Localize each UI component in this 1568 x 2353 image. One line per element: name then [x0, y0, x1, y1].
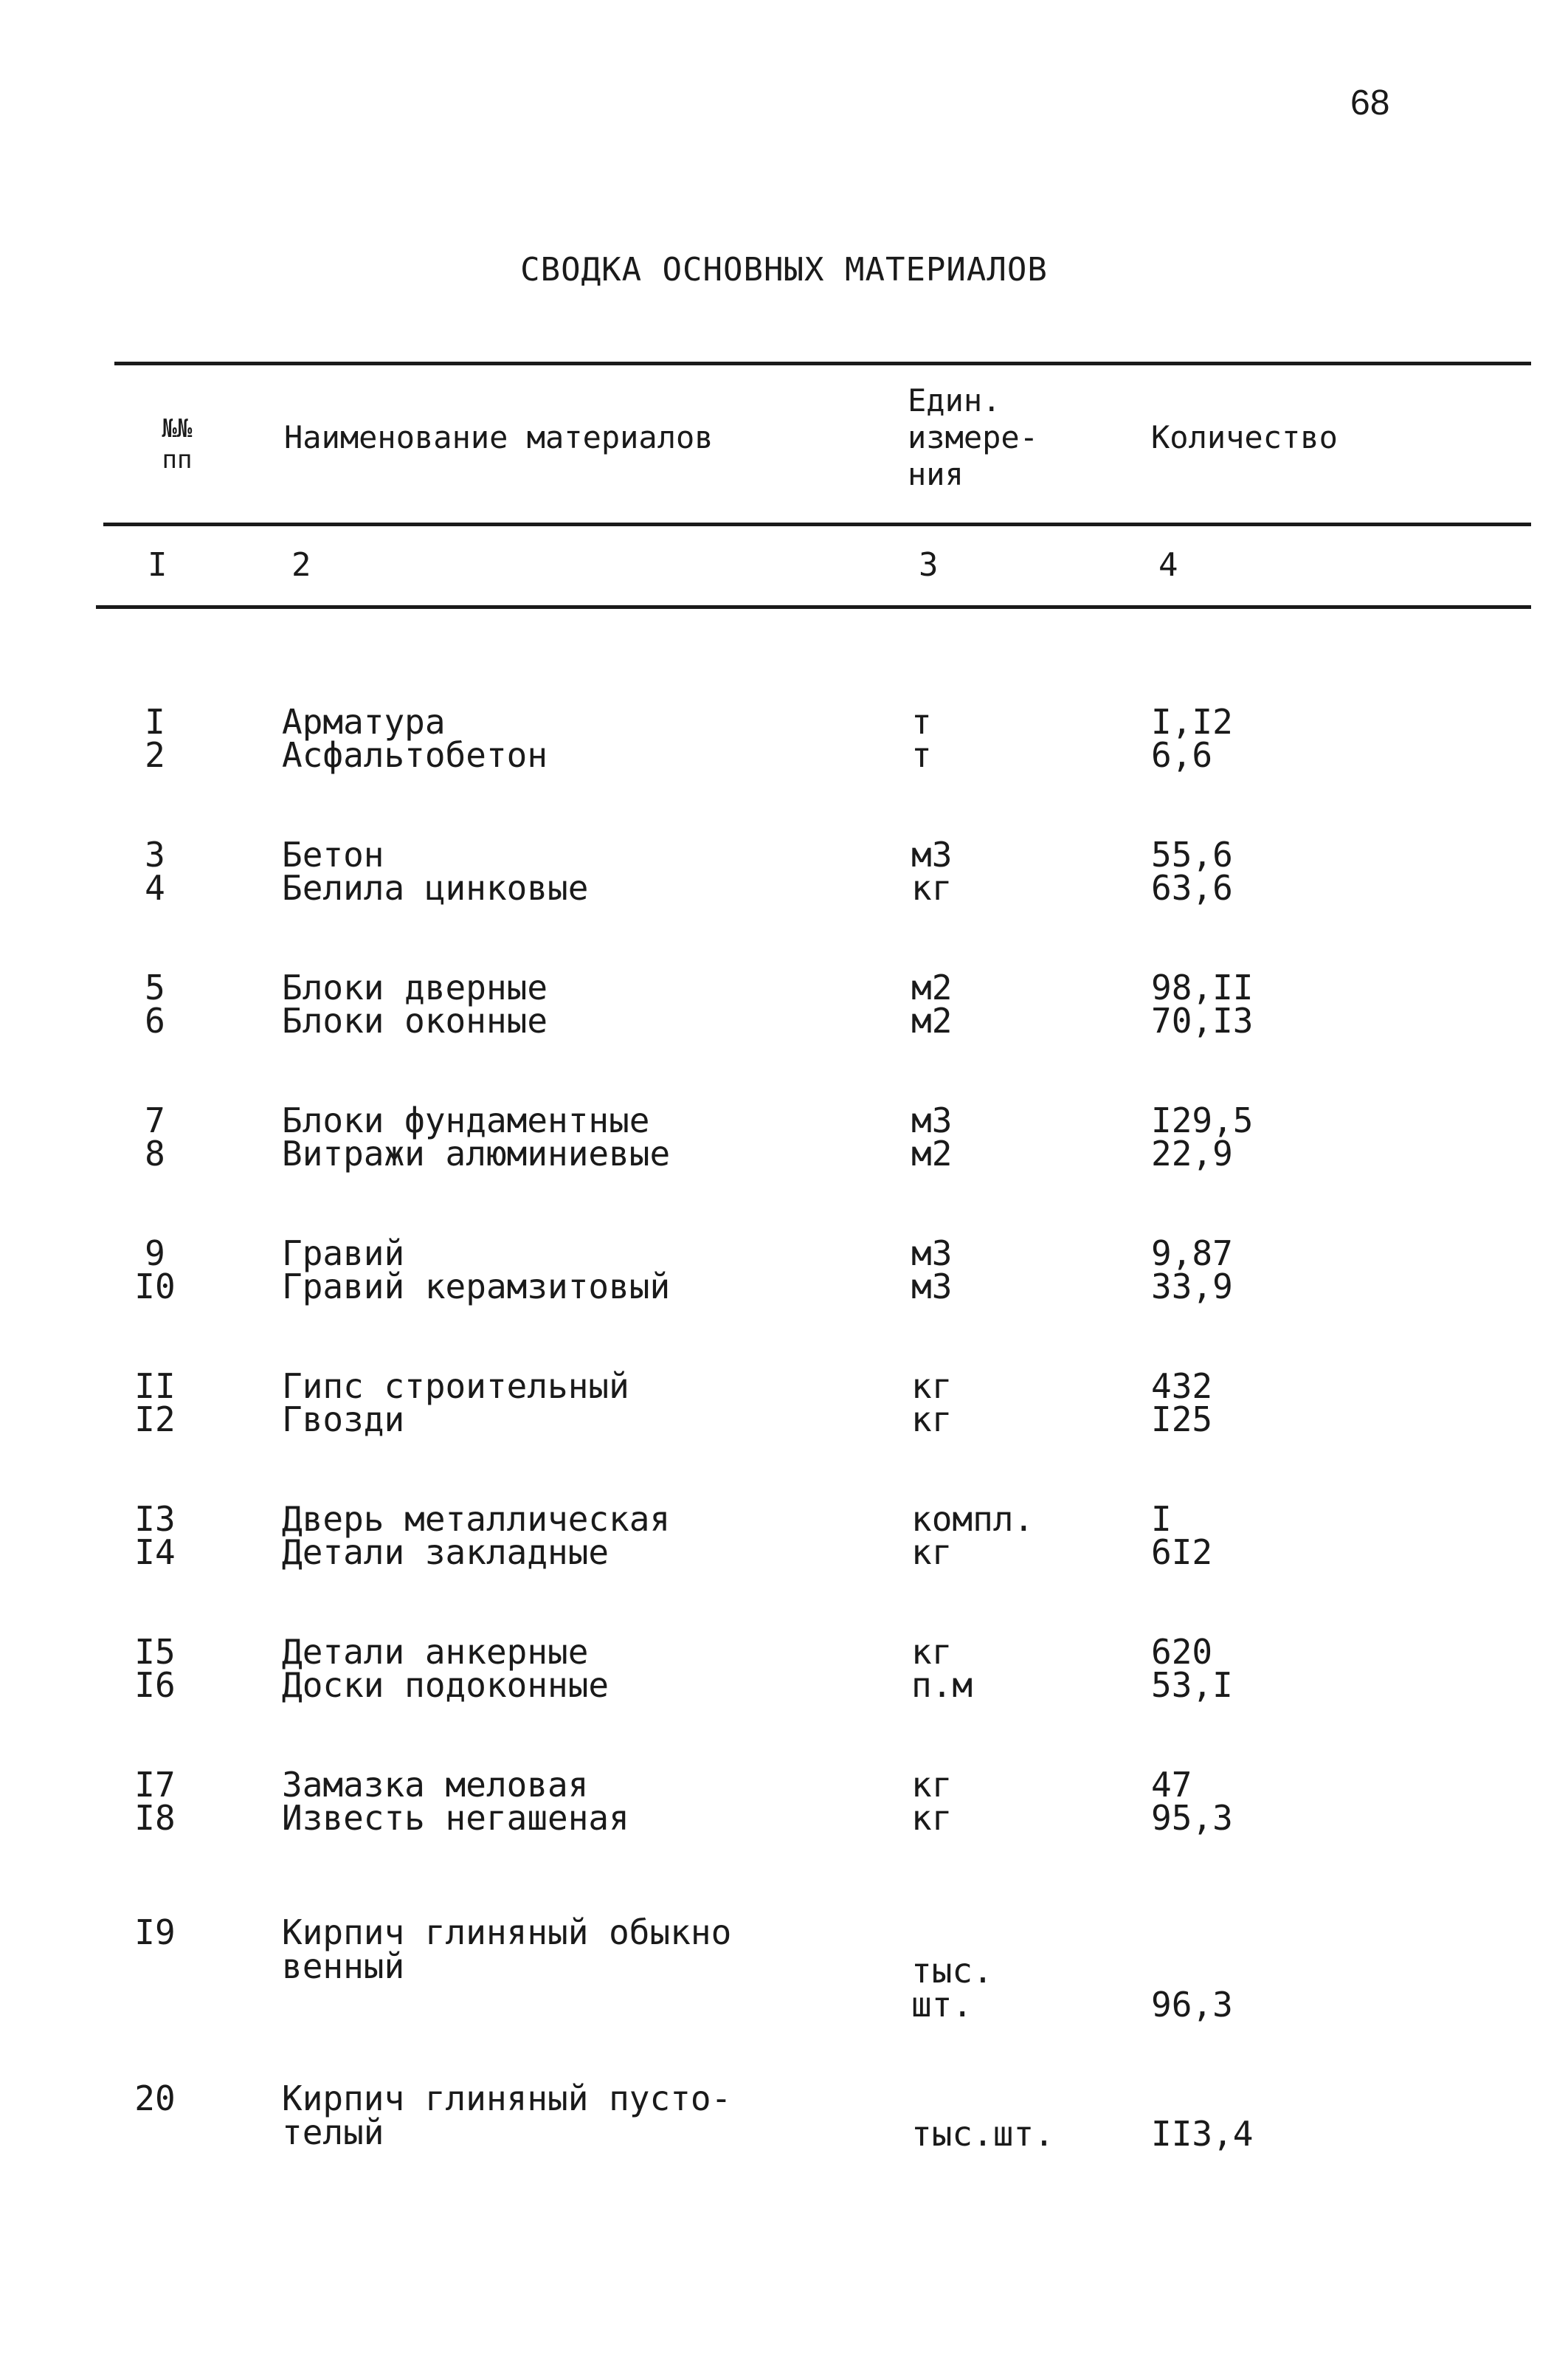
column-number-3: 3: [919, 546, 939, 584]
material-quantity: 70,I3: [1151, 1001, 1254, 1041]
material-name: Витражи алюминиевые: [282, 1134, 671, 1174]
material-quantity: 620: [1151, 1632, 1213, 1672]
material-name: Детали закладные: [282, 1532, 609, 1572]
row-number: I4: [134, 1532, 176, 1572]
column-number-2: 2: [291, 546, 311, 584]
material-unit: м2: [911, 968, 953, 1007]
material-name-line2: телый: [282, 2112, 384, 2152]
material-unit: м3: [911, 1233, 953, 1273]
material-name: [282, 2078, 798, 2152]
material-quantity: 98,II: [1151, 968, 1254, 1007]
material-quantity: 47: [1151, 1765, 1192, 1805]
material-name: Детали анкерные: [282, 1632, 589, 1672]
header-number-line1: №№: [162, 414, 193, 444]
row-number: I6: [134, 1665, 176, 1705]
material-unit: компл.: [911, 1499, 1035, 1539]
material-name-line2: венный: [282, 1946, 405, 1986]
header-unit-line2: измере-: [908, 419, 1039, 455]
material-quantity: 22,9: [1151, 1134, 1233, 1174]
material-name: [282, 1912, 798, 1986]
header-quantity: Количество: [1151, 419, 1338, 455]
row-number: I7: [134, 1765, 176, 1805]
material-unit: т: [911, 702, 932, 742]
column-number-1: I: [148, 546, 167, 584]
material-quantity: I29,5: [1151, 1100, 1254, 1140]
material-unit: кг: [911, 1765, 953, 1805]
material-quantity: 432: [1151, 1366, 1213, 1406]
material-name: Дверь металлическая: [282, 1499, 671, 1539]
row-number: I9: [134, 1912, 176, 1952]
material-quantity: I25: [1151, 1399, 1213, 1439]
material-name: Бетон: [282, 835, 384, 875]
material-name: Доски подоконные: [282, 1665, 609, 1705]
material-name: Асфальтобетон: [282, 735, 548, 775]
material-unit: кг: [911, 868, 953, 908]
material-quantity: 63,6: [1151, 868, 1233, 908]
material-name: Гипс строительный: [282, 1366, 629, 1406]
material-quantity: 55,6: [1151, 835, 1233, 875]
material-unit: тыс.шт.: [911, 2114, 1054, 2154]
material-unit: кг: [911, 1399, 953, 1439]
material-unit: м3: [911, 1100, 953, 1140]
row-number: I8: [134, 1798, 176, 1838]
material-name: Известь негашеная: [282, 1798, 629, 1838]
material-unit: п.м: [911, 1665, 973, 1705]
material-quantity: 33,9: [1151, 1267, 1233, 1306]
row-number: 20: [134, 2078, 176, 2118]
row-number: 8: [145, 1134, 165, 1174]
material-name: Гвозди: [282, 1399, 405, 1439]
material-quantity: II3,4: [1151, 2114, 1254, 2154]
row-number: 2: [145, 735, 165, 775]
material-unit: [911, 1951, 993, 2025]
material-quantity: 6I2: [1151, 1532, 1213, 1572]
material-unit-line1: тыс.: [911, 1951, 993, 1991]
material-quantity: 53,I: [1151, 1665, 1233, 1705]
row-number: 3: [145, 835, 165, 875]
material-unit: м2: [911, 1001, 953, 1041]
material-name-line1: Кирпич глиняный пусто-: [282, 2078, 732, 2118]
material-quantity: I: [1151, 1499, 1172, 1539]
material-unit: м3: [911, 1267, 953, 1306]
material-quantity: 6,6: [1151, 735, 1213, 775]
material-name: Блоки оконные: [282, 1001, 548, 1041]
material-name: Блоки фундаментные: [282, 1100, 650, 1140]
table-row: [0, 1912, 1568, 2025]
material-unit-line2: шт.: [911, 1985, 973, 2025]
material-unit: т: [911, 735, 932, 775]
page-title: СВОДКА ОСНОВНЫХ МАТЕРИАЛОВ: [520, 251, 1048, 289]
header-name: Наименование материалов: [284, 419, 714, 455]
row-number: 9: [145, 1233, 165, 1273]
header-unit-line1: Един.: [908, 382, 1001, 418]
material-unit: м2: [911, 1134, 953, 1174]
material-name: Замазка меловая: [282, 1765, 589, 1805]
row-number: I3: [134, 1499, 176, 1539]
material-unit: кг: [911, 1532, 953, 1572]
material-name: Арматура: [282, 702, 446, 742]
row-number: 5: [145, 968, 165, 1007]
material-name: Белила цинковые: [282, 868, 589, 908]
material-name: Гравий: [282, 1233, 405, 1273]
material-name: Гравий керамзитовый: [282, 1267, 671, 1306]
header-unit-line3: ния: [908, 456, 964, 492]
table-row: [0, 2078, 1568, 2155]
row-number: I0: [134, 1267, 176, 1306]
row-number: I: [145, 702, 165, 742]
material-unit: кг: [911, 1366, 953, 1406]
row-number: I5: [134, 1632, 176, 1672]
row-number: 6: [145, 1001, 165, 1041]
material-unit: кг: [911, 1798, 953, 1838]
material-quantity: 9,87: [1151, 1233, 1233, 1273]
row-number: 7: [145, 1100, 165, 1140]
row-number: II: [134, 1366, 176, 1406]
column-number-4: 4: [1158, 546, 1178, 584]
material-name-line1: Кирпич глиняный обыкно: [282, 1912, 732, 1952]
material-quantity: I,I2: [1151, 702, 1233, 742]
material-unit: м3: [911, 835, 953, 875]
row-number: I2: [134, 1399, 176, 1439]
material-quantity: 96,3: [1151, 1985, 1233, 2025]
header-number-line2: пп: [162, 445, 193, 475]
material-unit: кг: [911, 1632, 953, 1672]
material-quantity: 95,3: [1151, 1798, 1233, 1838]
page-number: 68: [1350, 83, 1390, 123]
material-name: Блоки дверные: [282, 968, 548, 1007]
row-number: 4: [145, 868, 165, 908]
